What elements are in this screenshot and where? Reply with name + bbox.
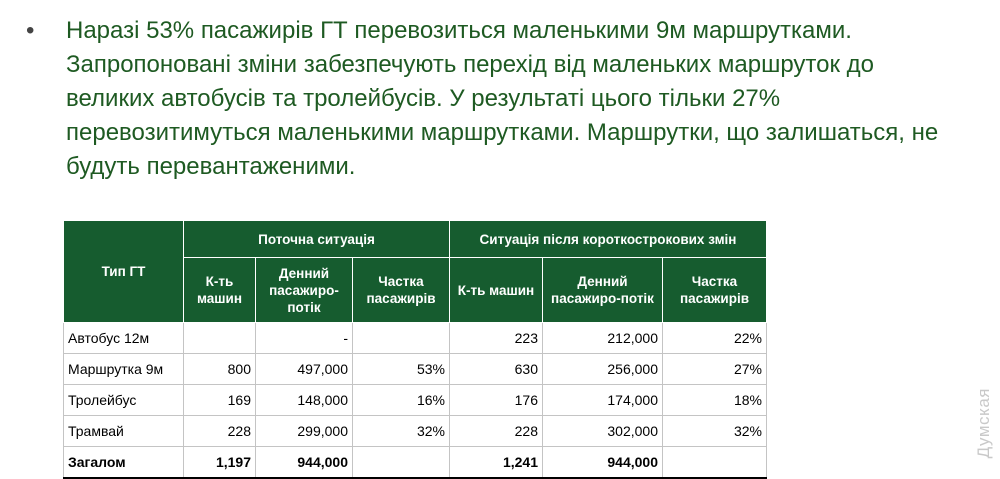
bullet-paragraph xyxy=(22,14,992,184)
header-share-after: Частка пасажирів xyxy=(663,258,767,323)
header-current-group: Поточна ситуація xyxy=(184,221,450,258)
cell-count-after: 1,241 xyxy=(450,447,543,479)
header-type: Тип ГТ xyxy=(64,221,184,323)
header-after-group: Ситуація після короткострокових змін xyxy=(450,221,767,258)
cell-share-current: 32% xyxy=(353,416,450,447)
cell-flow-current: 148,000 xyxy=(256,385,353,416)
bullet-text: Наразі 53% пасажирів ГТ перевозиться маленькими 9м маршрутками. Запропоновані зміни забезпечують перехід від маленьких маршруток до великих автобусів та тролейбусів. У результаті цього тільки 27% перевозитимуться маленькими маршрутками. Маршрутки, що залишаться, не будуть перевантаженими. xyxy=(66,17,939,180)
cell-share-current: 53% xyxy=(353,354,450,385)
cell-share-current xyxy=(353,447,450,479)
cell-share-current: 16% xyxy=(353,385,450,416)
cell-type: Маршрутка 9м xyxy=(64,354,184,385)
cell-count-after: 223 xyxy=(450,323,543,354)
cell-count-current xyxy=(184,323,256,354)
cell-type: Тролейбус xyxy=(64,385,184,416)
cell-count-current: 169 xyxy=(184,385,256,416)
cell-flow-current: 497,000 xyxy=(256,354,353,385)
cell-flow-after: 944,000 xyxy=(543,447,663,479)
bullet-dot-icon: • xyxy=(26,17,35,44)
cell-type: Трамвай xyxy=(64,416,184,447)
header-count-after: К-ть машин xyxy=(450,258,543,323)
cell-flow-after: 302,000 xyxy=(543,416,663,447)
cell-share-after xyxy=(663,447,767,479)
cell-flow-current: 299,000 xyxy=(256,416,353,447)
cell-flow-after: 174,000 xyxy=(543,385,663,416)
cell-count-current: 1,197 xyxy=(184,447,256,479)
header-flow-after: Денний пасажиро-потік xyxy=(543,258,663,323)
table-row xyxy=(64,416,767,447)
transport-table xyxy=(63,220,767,479)
cell-count-after: 176 xyxy=(450,385,543,416)
cell-flow-after: 256,000 xyxy=(543,354,663,385)
cell-share-current xyxy=(353,323,450,354)
cell-flow-current: 944,000 xyxy=(256,447,353,479)
cell-share-after: 32% xyxy=(663,416,767,447)
header-flow-current: Денний пасажиро-потік xyxy=(256,258,353,323)
table-row xyxy=(64,385,767,416)
table-header-group-row xyxy=(64,221,767,258)
cell-count-current: 228 xyxy=(184,416,256,447)
cell-flow-current: - xyxy=(256,323,353,354)
cell-count-after: 228 xyxy=(450,416,543,447)
cell-share-after: 18% xyxy=(663,385,767,416)
cell-share-after: 22% xyxy=(663,323,767,354)
table-row xyxy=(64,354,767,385)
cell-type: Автобус 12м xyxy=(64,323,184,354)
cell-count-current: 800 xyxy=(184,354,256,385)
header-count-current: К-ть машин xyxy=(184,258,256,323)
cell-share-after: 27% xyxy=(663,354,767,385)
watermark-logo: Думская xyxy=(974,388,993,459)
table-row-total xyxy=(64,447,767,479)
cell-count-after: 630 xyxy=(450,354,543,385)
cell-type: Загалом xyxy=(64,447,184,479)
header-share-current: Частка пасажирів xyxy=(353,258,450,323)
cell-flow-after: 212,000 xyxy=(543,323,663,354)
table-row xyxy=(64,323,767,354)
